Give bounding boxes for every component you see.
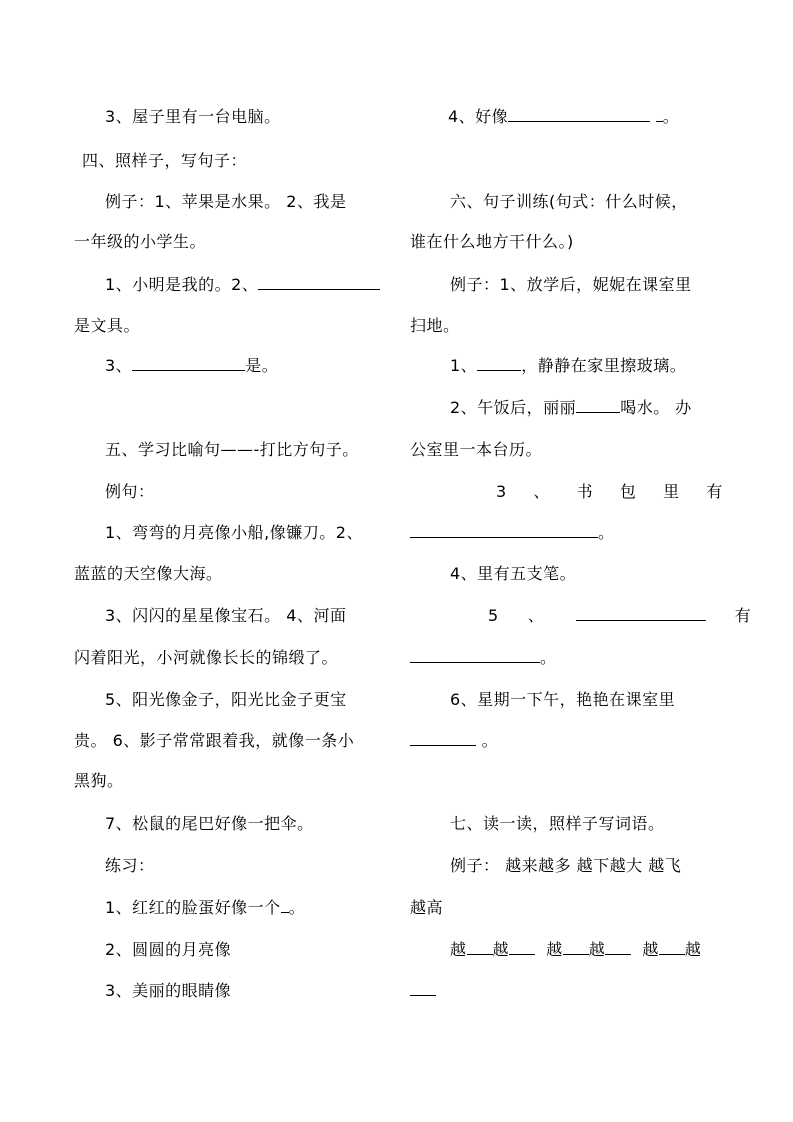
section-heading-5: 五、学习比喻句——-打比方句子。 (105, 440, 359, 459)
question-line: 是文具。 (74, 316, 141, 335)
word-char: 越 (684, 940, 702, 959)
practice-label: 练习： (105, 856, 155, 875)
sentence-line: 3、闪闪的星星像宝石。 4、河面 (105, 606, 347, 625)
question-text: 2、午饭后，丽丽 (450, 398, 577, 417)
question-line (488, 606, 752, 626)
question-text: 有 (734, 606, 752, 625)
question-text: 1、 (450, 356, 478, 375)
question-text: 4、好像 (448, 107, 509, 126)
blank-line[interactable] (656, 107, 663, 122)
blank-line[interactable] (258, 275, 380, 290)
example-line: 例子： 越来越多 越下越大 越飞 (450, 856, 682, 875)
question-text: 5 (488, 606, 499, 625)
example-line: 一年级的小学生。 (74, 232, 207, 251)
example-line: 例子：1、放学后，妮妮在课室里 (450, 275, 692, 294)
blank-line[interactable] (281, 898, 289, 913)
blank-line[interactable] (410, 981, 436, 996)
word-char: 越 (492, 940, 510, 959)
word-blank-line (450, 940, 723, 960)
question-line (410, 731, 723, 751)
question-line (105, 356, 383, 376)
word-char: 越 (642, 940, 659, 959)
question-char: 、 (533, 482, 550, 501)
word-char: 越 (588, 940, 606, 959)
blank-line[interactable] (576, 398, 620, 413)
question-char: 有 (706, 482, 723, 501)
blank-line[interactable] (410, 523, 598, 538)
blank-line[interactable] (576, 606, 706, 621)
question-text: ，静静在家里擦玻璃。 (521, 356, 687, 375)
question-char: 包 (619, 482, 637, 501)
word-blank-line (410, 981, 723, 1001)
blank-line[interactable] (132, 356, 245, 371)
practice-line: 2、圆圆的月亮像 (105, 940, 232, 959)
sentence-line: 7、松鼠的尾巴好像一把伞。 (105, 814, 314, 833)
question-text: 。 (476, 731, 499, 750)
practice-line: 3、美丽的眼睛像 (105, 981, 232, 1000)
question-line (450, 398, 723, 418)
practice-text: 。 (288, 898, 306, 917)
sentence-line: 贵。 6、影子常常跟着我，就像一条小 (74, 731, 355, 750)
blank-line[interactable] (410, 731, 476, 746)
blank-line[interactable] (410, 648, 540, 663)
question-line (105, 275, 383, 295)
question-text: 喝水。 办 (620, 398, 692, 417)
question-text: 、 (527, 606, 545, 625)
question-char: 书 (576, 482, 594, 501)
question-text: 。 (540, 648, 557, 667)
question-line (448, 107, 723, 127)
question-text: 3、 (105, 356, 133, 375)
blank-line[interactable] (563, 940, 589, 955)
sentence-line: 蓝蓝的天空像大海。 (74, 564, 223, 583)
example-line: 越高 (410, 898, 444, 917)
question-line (450, 356, 723, 376)
blank-line[interactable] (509, 940, 535, 955)
section-heading-4: 四、照样子，写句子： (82, 151, 248, 170)
question-line: 6、星期一下午，艳艳在课室里 (450, 690, 676, 709)
word-char: 越 (450, 940, 467, 959)
question-text: 。 (598, 523, 615, 542)
question-char: 3 (496, 482, 507, 501)
question-line: 4、里有五支笔。 (450, 564, 577, 583)
example-line: 例子：1、苹果是水果。 2、我是 (105, 192, 347, 211)
question-line-justified (496, 482, 723, 502)
practice-line (105, 898, 383, 918)
question-line: 公室里一本台历。 (410, 440, 543, 459)
example-line: 扫地。 (410, 316, 460, 335)
example-label: 例句： (105, 482, 155, 501)
sentence-line: 黑狗。 (74, 771, 124, 790)
word-char: 越 (546, 940, 563, 959)
blank-line[interactable] (467, 940, 493, 955)
blank-line[interactable] (605, 940, 631, 955)
question-line (410, 523, 723, 543)
question-text: 1、小明是我的。2、 (105, 275, 259, 294)
sentence-line: 1、弯弯的月亮像小船,像镰刀。2、 (105, 523, 363, 542)
section-heading-6: 六、句子训练(句式：什么时候， (450, 192, 688, 211)
sentence-line: 闪着阳光，小河就像长长的锦缎了。 (74, 648, 339, 667)
text-line: 3、屋子里有一台电脑。 (105, 107, 281, 126)
question-char: 里 (663, 482, 680, 501)
sentence-line: 5、阳光像金子，阳光比金子更宝 (105, 690, 347, 709)
question-text: 。 (662, 107, 680, 126)
blank-line[interactable] (508, 107, 650, 122)
question-text: 是。 (245, 356, 279, 375)
blank-line[interactable] (477, 356, 521, 371)
practice-text: 1、红红的脸蛋好像一个 (105, 898, 281, 917)
blank-line[interactable] (659, 940, 685, 955)
question-line (410, 648, 723, 668)
section-heading-6-cont: 谁在什么地方干什么。) (410, 232, 574, 251)
section-heading-7: 七、读一读，照样子写词语。 (450, 814, 665, 833)
